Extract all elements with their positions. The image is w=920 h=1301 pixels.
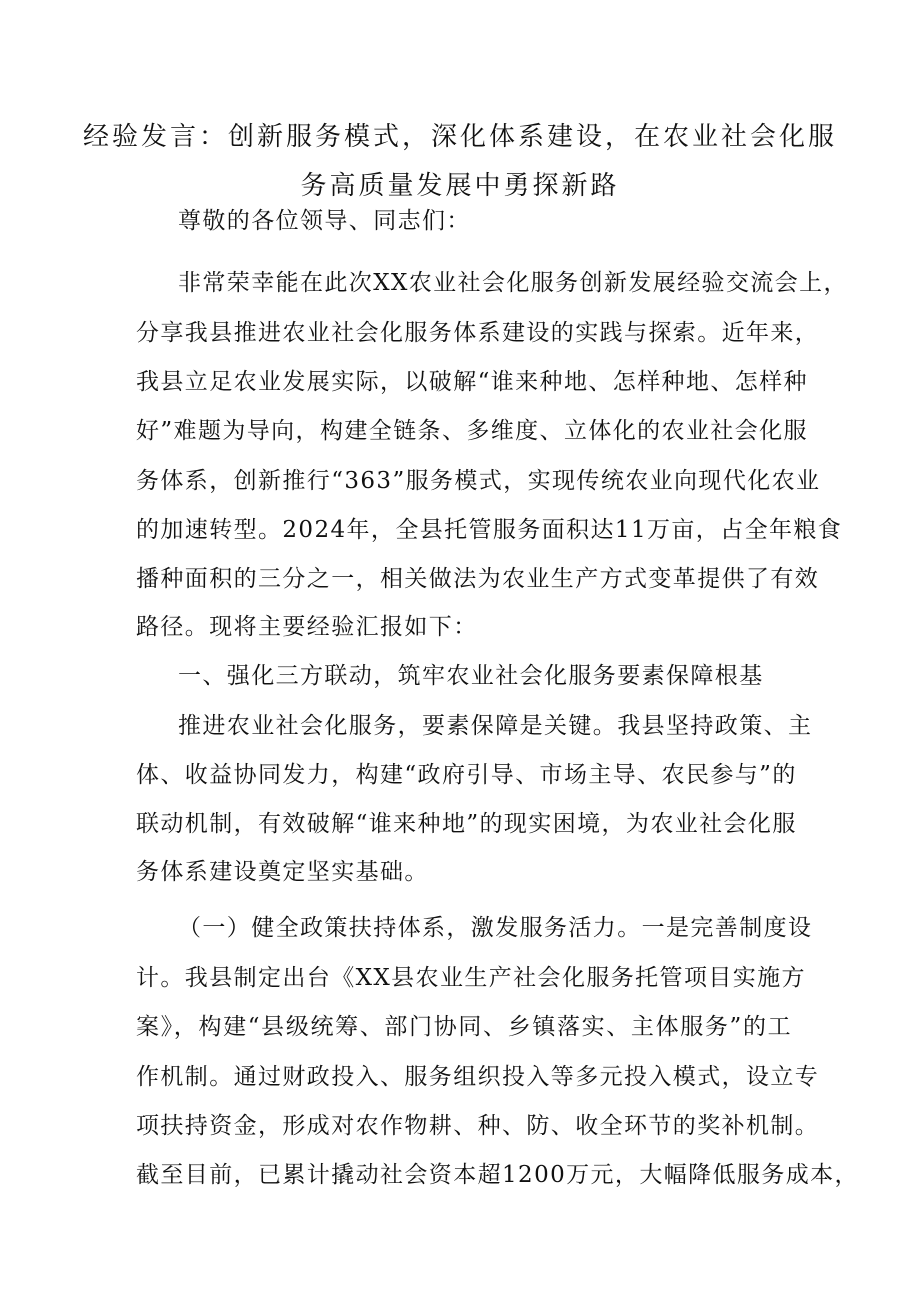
intro-line-1: 非常荣幸能在此次XX农业社会化服务创新发展经验交流会上， (178, 270, 848, 296)
intro-line-2: 分享我县推进农业社会化服务体系建设的实践与探索。近年来， (136, 320, 820, 346)
subsection-1-line-1: （一）健全政策扶持体系，激发服务活力。一是完善制度设 (178, 915, 813, 941)
subsection-1-line-5: 项扶持资金，形成对农作物耕、种、防、收全环节的奖补机制。 (136, 1113, 820, 1139)
document-title-line-2: 务高质量发展中勇探新路 (300, 171, 620, 201)
subsection-1-line-2: 计。我县制定出台《XX县农业生产社会化服务托管项目实施方 (136, 965, 806, 991)
section-1-line-4: 务体系建设奠定坚实基础。 (136, 859, 429, 885)
intro-line-5: 务体系，创新推行“363”服务模式，实现传统农业向现代化农业 (136, 468, 821, 494)
intro-line-8: 路径。现将主要经验汇报如下： (136, 614, 478, 640)
document-title-line-1: 经验发言：创新服务模式，深化体系建设，在农业社会化服 (82, 122, 837, 152)
section-1-heading: 一、强化三方联动，筑牢农业社会化服务要素保障根基 (178, 663, 764, 689)
intro-line-3: 我县立足农业发展实际，以破解“谁来种地、怎样种地、怎样种 (136, 369, 808, 395)
intro-line-6: 的加速转型。2024年，全县托管服务面积达11万亩，占全年粮食 (136, 517, 843, 543)
salutation: 尊敬的各位领导、同志们： (178, 208, 471, 234)
intro-line-7: 播种面积的三分之一，相关做法为农业生产方式变革提供了有效 (136, 566, 820, 592)
section-1-line-1: 推进农业社会化服务，要素保障是关键。我县坚持政策、主 (178, 713, 813, 739)
section-1-line-3: 联动机制，有效破解“谁来种地”的现实困境，为农业社会化服 (136, 811, 797, 837)
subsection-1-line-3: 案》，构建“县级统筹、部门协同、乡镇落实、主体服务”的工 (136, 1014, 792, 1040)
section-1-line-2: 体、收益协同发力，构建“政府引导、市场主导、农民参与”的 (136, 762, 797, 788)
subsection-1-line-6: 截至目前，已累计撬动社会资本超1200万元，大幅降低服务成本， (136, 1162, 859, 1188)
intro-line-4: 好”难题为导向，构建全链条、多维度、立体化的农业社会化服 (136, 418, 808, 444)
subsection-1-line-4: 作机制。通过财政投入、服务组织投入等多元投入模式，设立专 (136, 1064, 820, 1090)
